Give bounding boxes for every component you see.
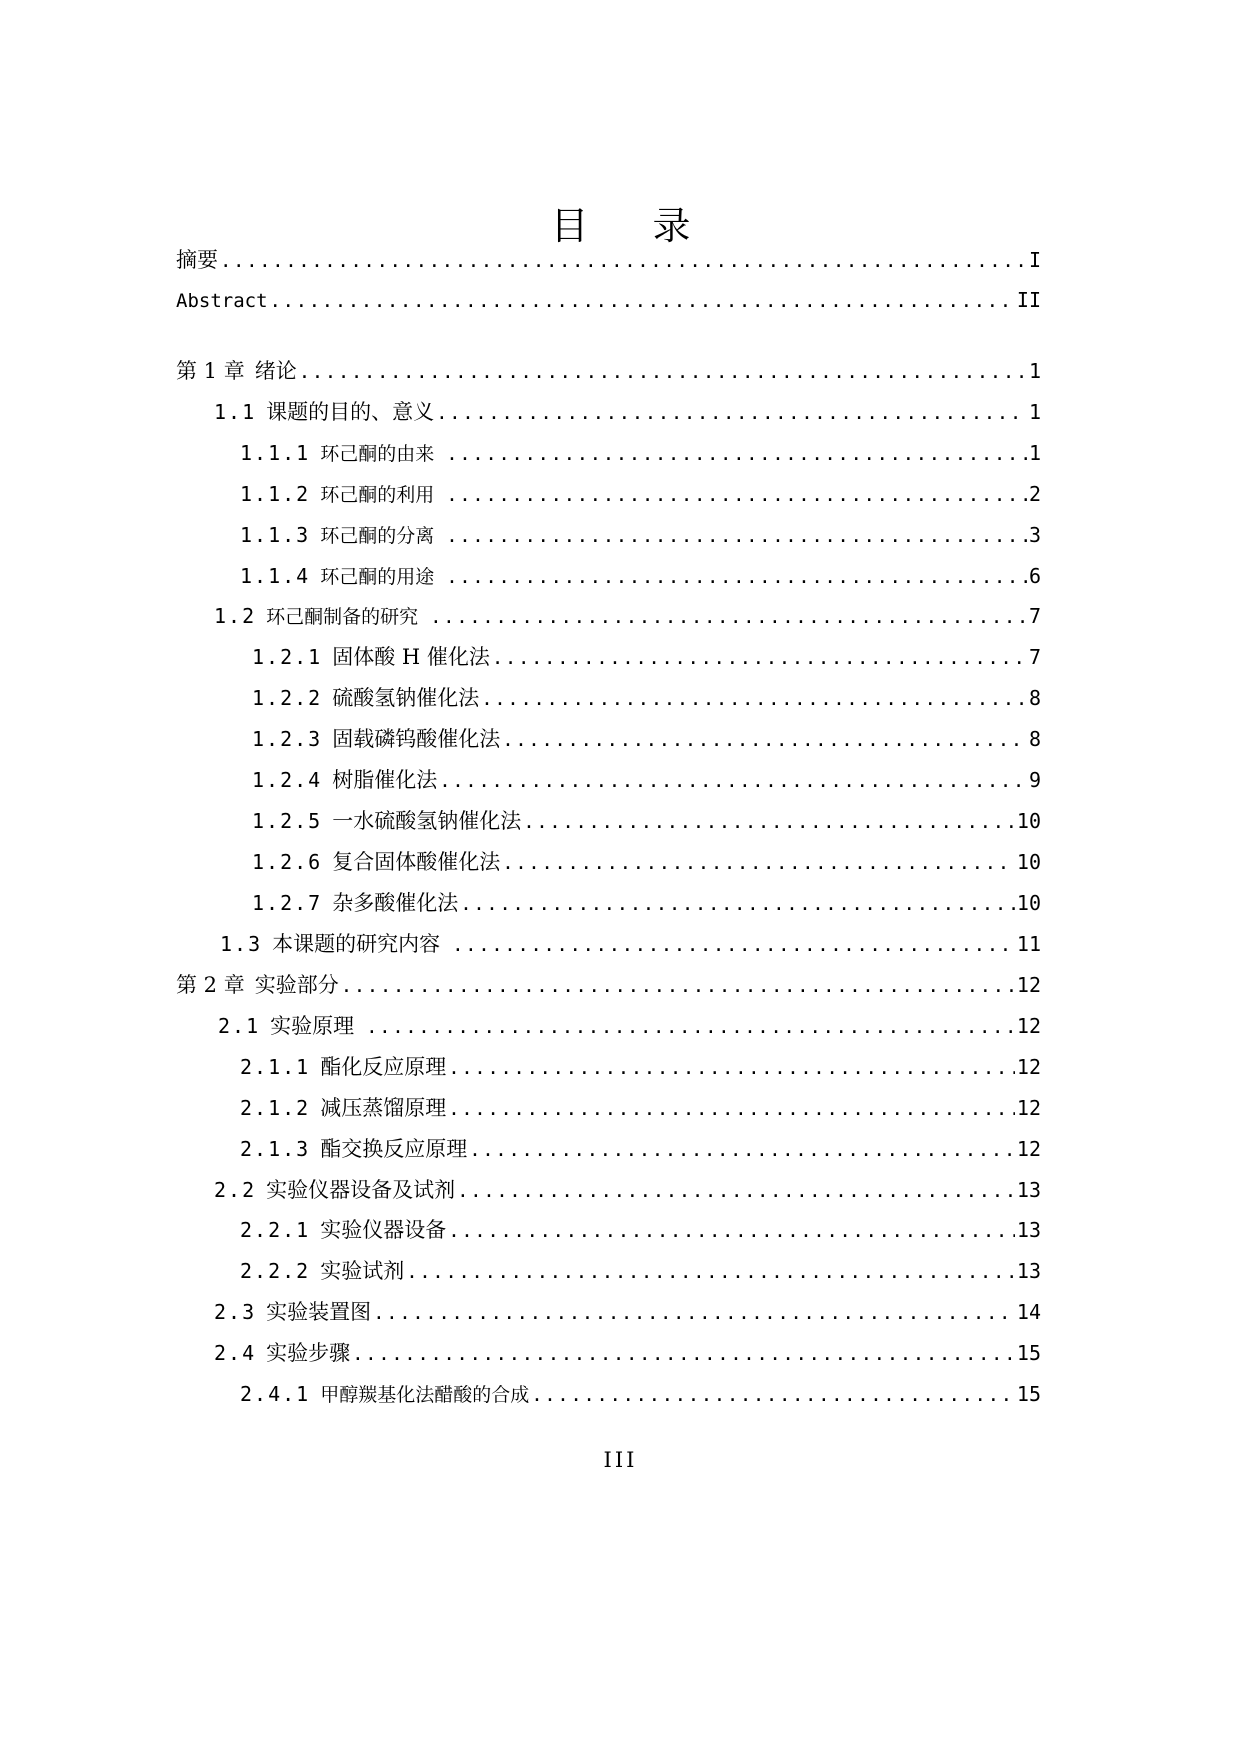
toc-entry-number: 1.2.7 bbox=[252, 891, 323, 915]
toc-entry[interactable] bbox=[252, 724, 1041, 754]
toc-entry-number: 第 2 章 bbox=[176, 973, 245, 997]
toc-entry-title: 杂多酸催化法 bbox=[332, 891, 459, 915]
toc-entry[interactable] bbox=[240, 520, 1041, 550]
toc-leader bbox=[448, 1094, 1015, 1124]
toc-leader bbox=[460, 889, 1015, 919]
toc-entry-number: 1.2 bbox=[214, 604, 257, 628]
toc-entry-title: 一水硫酸氢钠催化法 bbox=[332, 809, 522, 833]
toc-leader bbox=[430, 602, 1027, 632]
toc-entry-page: 10 bbox=[1016, 809, 1041, 833]
toc-entry-title: 课题的目的、意义 bbox=[266, 400, 435, 424]
toc-entry-page: 1 bbox=[1028, 359, 1041, 383]
toc-entry-number: 2.4.1 bbox=[240, 1382, 311, 1406]
toc-leader bbox=[502, 725, 1027, 755]
toc-entry[interactable] bbox=[240, 1379, 1041, 1409]
toc-entry-page: 1 bbox=[1028, 441, 1041, 465]
toc-entry-number: 1.2.3 bbox=[252, 727, 323, 751]
toc-entry-number: 1.2.2 bbox=[252, 686, 323, 710]
toc-entry-title: 实验步骤 bbox=[266, 1341, 351, 1365]
toc-leader bbox=[446, 439, 1027, 469]
toc-entry-title: 复合固体酸催化法 bbox=[332, 850, 501, 874]
toc-leader bbox=[523, 807, 1015, 837]
toc-leader bbox=[352, 1339, 1015, 1369]
toc-entry-number: 1.2.6 bbox=[252, 850, 323, 874]
toc-entry-title: 甲醇羰基化法醋酸的合成 bbox=[320, 1384, 530, 1406]
toc-entry-title: 环己酮的由来 bbox=[320, 443, 435, 465]
toc-entry-page: 10 bbox=[1016, 891, 1041, 915]
toc-leader bbox=[436, 398, 1027, 428]
toc-entry[interactable] bbox=[214, 601, 1041, 631]
toc-leader bbox=[341, 971, 1015, 1001]
toc-leader bbox=[220, 246, 1027, 276]
toc-entry-number: 2.1 bbox=[218, 1014, 261, 1038]
toc-entry-number: 2.3 bbox=[214, 1300, 257, 1324]
toc-entry-page: 8 bbox=[1028, 686, 1041, 710]
toc-entry[interactable] bbox=[176, 356, 1041, 386]
toc-entry[interactable] bbox=[252, 806, 1041, 836]
toc-leader bbox=[502, 848, 1015, 878]
toc-entry-title: 硫酸氢钠催化法 bbox=[332, 686, 480, 710]
toc-leader bbox=[469, 1135, 1015, 1165]
toc-entry-page: 8 bbox=[1028, 727, 1041, 751]
toc-entry[interactable] bbox=[240, 438, 1041, 468]
toc-leader bbox=[448, 1053, 1015, 1083]
toc-entry-title: 酯交换反应原理 bbox=[320, 1137, 468, 1161]
toc-entry[interactable] bbox=[252, 642, 1041, 672]
toc-entry-page: 9 bbox=[1028, 768, 1041, 792]
toc-entry-number: 1.1 bbox=[214, 400, 257, 424]
toc-leader bbox=[457, 1176, 1015, 1206]
toc-entry-title: 实验仪器设备及试剂 bbox=[266, 1178, 456, 1202]
toc-entry-page: 7 bbox=[1028, 604, 1041, 628]
toc-entry-page: 13 bbox=[1016, 1178, 1041, 1202]
toc-entry-number: 2.1.3 bbox=[240, 1137, 311, 1161]
toc-entry-page: 13 bbox=[1016, 1259, 1041, 1283]
toc-entry[interactable] bbox=[240, 479, 1041, 509]
toc-entry-number: 2.1.1 bbox=[240, 1055, 311, 1079]
page-number: III bbox=[603, 1448, 638, 1472]
toc-entry-title: 实验部分 bbox=[254, 973, 339, 997]
toc-leader bbox=[366, 1012, 1015, 1042]
toc-entry[interactable] bbox=[214, 1175, 1041, 1205]
toc-leader bbox=[481, 684, 1027, 714]
toc-entry-page: I bbox=[1028, 248, 1041, 272]
toc-entry-title: 环己酮的利用 bbox=[320, 484, 435, 506]
toc-entry-number: 1.1.3 bbox=[240, 523, 311, 547]
toc-leader bbox=[531, 1380, 1015, 1410]
toc-entry[interactable] bbox=[240, 561, 1041, 591]
toc-entry-title: 绪论 bbox=[254, 359, 297, 383]
toc-entry[interactable] bbox=[252, 683, 1041, 713]
toc-entry-number: 1.1.2 bbox=[240, 482, 311, 506]
toc-entry[interactable] bbox=[214, 1297, 1041, 1327]
toc-entry-page: 11 bbox=[1016, 932, 1041, 956]
toc-entry-page: II bbox=[1016, 288, 1041, 312]
toc-entry-page: 12 bbox=[1016, 1096, 1041, 1120]
toc-entry[interactable] bbox=[252, 765, 1041, 795]
toc-entry-number: 1.3 bbox=[220, 932, 263, 956]
toc-entry-number: 2.2.2 bbox=[240, 1259, 311, 1283]
toc-entry-title: 摘要 bbox=[176, 248, 218, 272]
toc-entry-title: Abstract bbox=[176, 290, 268, 312]
toc-entry-title: 树脂催化法 bbox=[332, 768, 438, 792]
toc-entry-number: 2.2 bbox=[214, 1178, 257, 1202]
toc-entry-title: 本课题的研究内容 bbox=[272, 932, 441, 956]
toc-entry[interactable] bbox=[176, 285, 1041, 315]
toc-entry-number: 2.1.2 bbox=[240, 1096, 311, 1120]
toc-entry[interactable] bbox=[240, 1256, 1041, 1286]
toc-entry[interactable] bbox=[252, 847, 1041, 877]
toc-leader bbox=[446, 480, 1027, 510]
toc-leader bbox=[446, 562, 1027, 592]
toc-entry-title: 环己酮制备的研究 bbox=[266, 606, 419, 628]
toc-entry-page: 1 bbox=[1028, 400, 1041, 424]
toc-entry-page: 7 bbox=[1028, 645, 1041, 669]
toc-entry[interactable] bbox=[214, 397, 1041, 427]
toc-entry-number: 第 1 章 bbox=[176, 359, 245, 383]
toc-entry-number: 2.4 bbox=[214, 1341, 257, 1365]
toc-entry[interactable] bbox=[176, 970, 1041, 1000]
toc-entry-number: 1.2.1 bbox=[252, 645, 323, 669]
toc-entry-title: 减压蒸馏原理 bbox=[320, 1096, 447, 1120]
toc-entry-page: 12 bbox=[1016, 1014, 1041, 1038]
toc-entry-number: 2.2.1 bbox=[240, 1218, 311, 1242]
toc-entry-title: 酯化反应原理 bbox=[320, 1055, 447, 1079]
toc-entry-number: 1.2.4 bbox=[252, 768, 323, 792]
toc-entry-page: 13 bbox=[1016, 1218, 1041, 1242]
toc-entry[interactable] bbox=[240, 1215, 1041, 1245]
toc-entry-number: 1.1.1 bbox=[240, 441, 311, 465]
toc-leader bbox=[299, 357, 1027, 387]
page-title: 目 录 bbox=[550, 204, 717, 248]
toc-entry-page: 10 bbox=[1016, 850, 1041, 874]
toc-leader bbox=[452, 930, 1015, 960]
toc-entry-title: 实验原理 bbox=[270, 1014, 355, 1038]
toc-entry-page: 12 bbox=[1016, 1137, 1041, 1161]
toc-entry-title: 固体酸 H 催化法 bbox=[332, 645, 490, 669]
toc-entry-title: 实验试剂 bbox=[320, 1259, 405, 1283]
toc-entry-page: 12 bbox=[1016, 973, 1041, 997]
toc-entry-title: 实验装置图 bbox=[266, 1300, 372, 1324]
toc-entry[interactable] bbox=[240, 1052, 1041, 1082]
toc-entry-page: 2 bbox=[1028, 482, 1041, 506]
toc-entry-page: 14 bbox=[1016, 1300, 1041, 1324]
toc-leader bbox=[439, 766, 1027, 796]
toc-entry-title: 实验仪器设备 bbox=[320, 1218, 447, 1242]
toc-entry-page: 15 bbox=[1016, 1382, 1041, 1406]
toc-leader bbox=[406, 1257, 1015, 1287]
toc-entry-number: 1.1.4 bbox=[240, 564, 311, 588]
toc-entry[interactable] bbox=[240, 1134, 1041, 1164]
toc-entry-page: 3 bbox=[1028, 523, 1041, 547]
toc-leader bbox=[373, 1298, 1015, 1328]
toc-entry[interactable] bbox=[252, 888, 1041, 918]
toc-entry[interactable] bbox=[220, 929, 1041, 959]
toc-entry-page: 15 bbox=[1016, 1341, 1041, 1365]
toc-entry-title: 环己酮的用途 bbox=[320, 566, 435, 588]
toc-entry-page: 12 bbox=[1016, 1055, 1041, 1079]
toc-entry[interactable] bbox=[240, 1093, 1041, 1123]
toc-leader bbox=[492, 643, 1027, 673]
toc-entry[interactable] bbox=[214, 1338, 1041, 1368]
toc-entry-title: 固载磷钨酸催化法 bbox=[332, 727, 501, 751]
toc-entry[interactable] bbox=[218, 1011, 1041, 1041]
toc-entry-page: 6 bbox=[1028, 564, 1041, 588]
toc-leader bbox=[448, 1216, 1015, 1246]
toc-entry-number: 1.2.5 bbox=[252, 809, 323, 833]
toc-leader bbox=[270, 286, 1015, 316]
toc-entry[interactable] bbox=[176, 245, 1041, 275]
toc-entry-title: 环己酮的分离 bbox=[320, 525, 435, 547]
toc-leader bbox=[446, 521, 1027, 551]
